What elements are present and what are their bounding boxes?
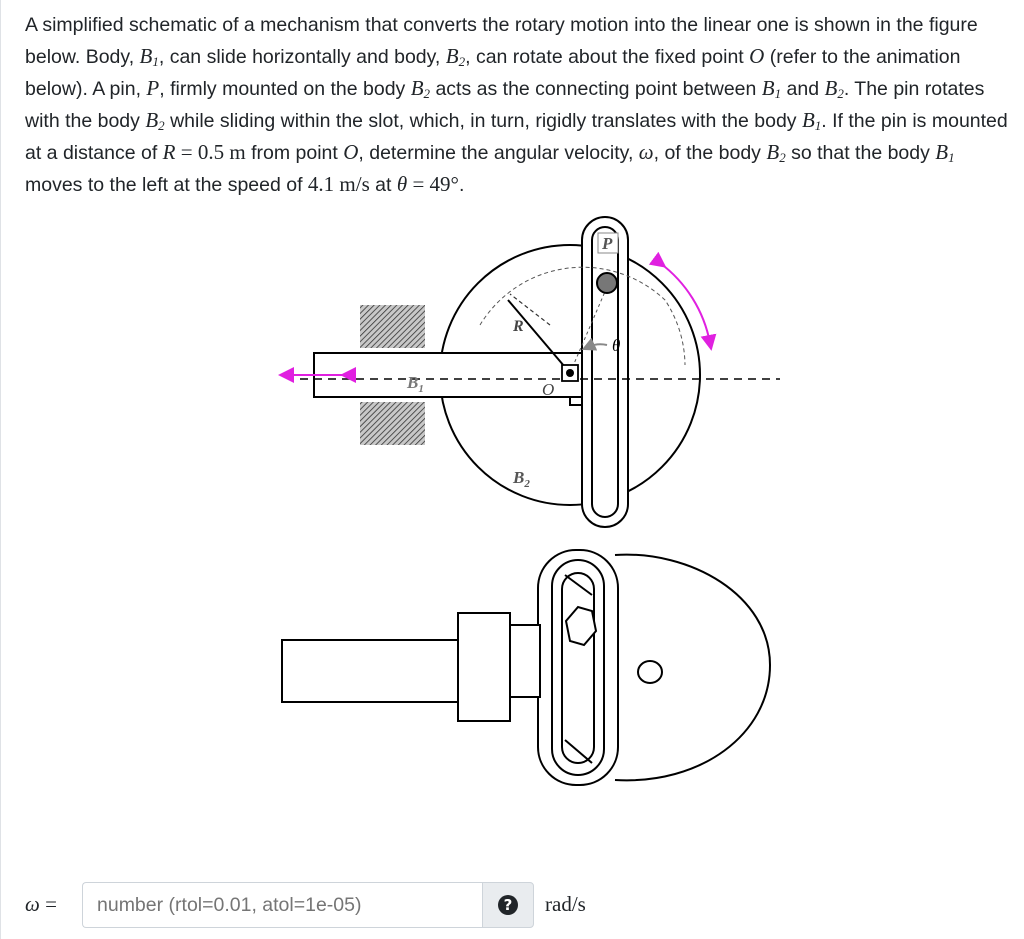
pin-p [597, 273, 617, 293]
label-p: P [602, 234, 613, 253]
omega-label: ω = [25, 892, 57, 916]
question-text: A simplified schematic of a mechanism that converts the rotary motion into the linear one is shown in the figure below. Body, $B_1$, can slide horizontally and body, $B_2$, can rotate about the fixed point O (refer to the animation below). A pin, P, firmly mounted on the body $B_2$ acts as the connecting point between $B_1$ and $B_2$. The pin rotates with the body $B_2$ while sliding within the slot, which, in turn, rigidly translates with the body $B_1$. If the pin is mounted at a distance of R = 0.5 m from point O, determine the angular velocity, ω, of the body $B_2$ so that the body $B_1$ moves to the left at the speed of 4.1 m/s at θ = 49°. [25, 14, 1008, 196]
pivot-3d [638, 661, 662, 683]
ground-bottom [360, 402, 425, 445]
question-circle-icon: ? [498, 895, 518, 915]
help-button[interactable] [482, 882, 534, 928]
mechanism-3d-view [270, 535, 790, 795]
omega-input[interactable] [82, 882, 482, 928]
body-b1-3d [282, 640, 472, 702]
label-theta: θ [612, 336, 621, 355]
label-b2: $B_2$ [513, 468, 530, 490]
slot [592, 227, 621, 517]
mechanism-schematic [270, 205, 790, 535]
ground-top [360, 305, 425, 348]
unit-label: rad/s [545, 892, 586, 916]
label-r: R [513, 318, 524, 335]
label-b1: $B_1$ [407, 373, 424, 395]
label-o: O [542, 380, 555, 399]
answer-row [25, 882, 645, 930]
